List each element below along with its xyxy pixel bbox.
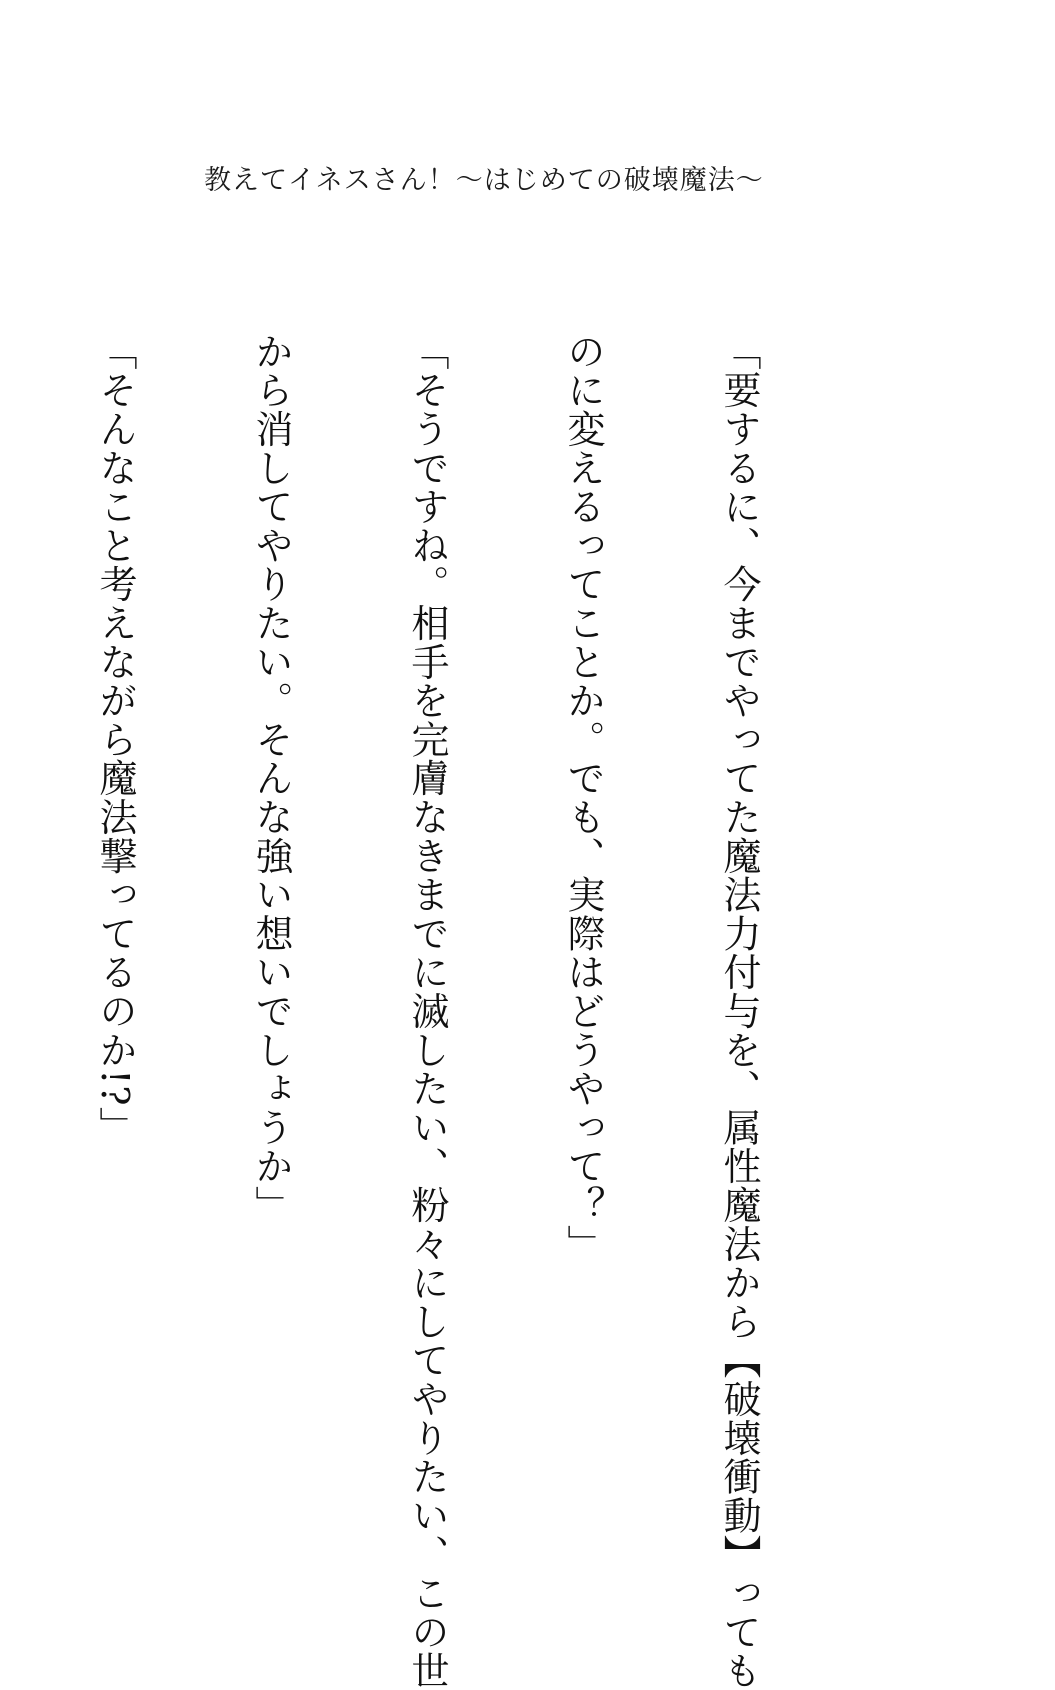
vertical-body-text	[0, 332, 869, 1690]
page-title: 教えてイネスさん！～はじめての破壊魔法～	[204, 165, 764, 196]
text-line: から消してやりたい。そんな強い想いでしょうか」	[249, 332, 293, 1225]
text-line: のに変えるってことか。でも、実際はどうやって？」	[561, 332, 605, 1264]
text-line: 「そうですね。相手を完膚なきまでに滅したい、粉々にしてやりたい、この世	[405, 332, 449, 1690]
text-line: 「要するに、今までやってた魔法力付与を、属性魔法から【破壊衝動】っても	[717, 332, 761, 1690]
text-line: 「そんなこと考えながら魔法撃ってるのか!?」	[93, 332, 137, 1146]
